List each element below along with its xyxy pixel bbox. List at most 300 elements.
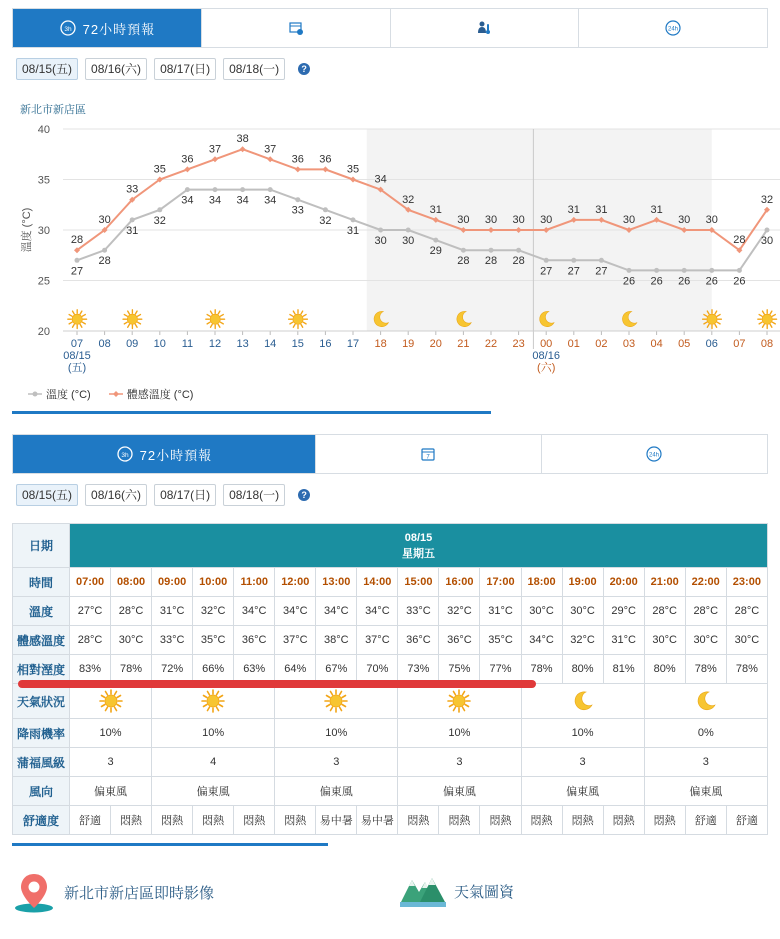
data-point xyxy=(240,146,246,152)
data-point xyxy=(295,166,301,172)
table-cell: 偏東風 xyxy=(70,777,152,806)
svg-text:3h: 3h xyxy=(64,26,72,33)
data-label: 31 xyxy=(429,203,442,216)
table-cell: 悶熱 xyxy=(111,806,152,835)
temperature-chart xyxy=(0,118,780,380)
table-cell: 34°C xyxy=(234,597,275,626)
date-button[interactable]: 08/16(六) xyxy=(85,58,147,80)
table-cell: 27°C xyxy=(70,597,111,626)
data-point xyxy=(765,228,770,233)
table-cell: 13:00 xyxy=(316,568,357,597)
tab-24hr-table[interactable] xyxy=(541,435,767,473)
table-cell: 78% xyxy=(685,655,726,684)
clock-3h-icon xyxy=(116,445,134,463)
table-cell: 悶熱 xyxy=(521,806,562,835)
table-cell: 悶熱 xyxy=(193,806,234,835)
data-label: 27 xyxy=(595,265,608,278)
table-cell: 31°C xyxy=(152,597,193,626)
table-cell: 34°C xyxy=(275,597,316,626)
data-label: 36 xyxy=(291,153,304,166)
data-point xyxy=(378,228,383,233)
y-tick-label: 30 xyxy=(37,225,50,237)
tab-feels-like[interactable] xyxy=(390,9,579,47)
table-cell: 83% xyxy=(70,655,111,684)
data-point xyxy=(213,187,218,192)
data-point xyxy=(682,268,687,273)
table-cell: 偏東風 xyxy=(398,777,521,806)
table-cell: 10% xyxy=(521,719,644,748)
tab-72hr-forecast-table[interactable] xyxy=(13,435,315,473)
table-cell: 64% xyxy=(275,655,316,684)
table-cell: 28°C xyxy=(70,626,111,655)
x-tick-label: 07 xyxy=(70,338,84,350)
table-cell xyxy=(644,684,767,719)
data-label: 35 xyxy=(153,163,166,176)
x-tick-label: 00 xyxy=(540,338,553,350)
chart-scroll-indicator[interactable] xyxy=(12,411,491,414)
table-cell: 70% xyxy=(357,655,398,684)
x-tick-label: 07 xyxy=(733,338,746,350)
data-label: 26 xyxy=(650,275,663,288)
table-cell: 悶熱 xyxy=(439,806,480,835)
data-label: 30 xyxy=(622,214,636,226)
sun-icon xyxy=(324,689,348,713)
data-point xyxy=(461,248,466,253)
data-point xyxy=(295,197,300,202)
data-label: 26 xyxy=(622,275,636,288)
data-label: 30 xyxy=(402,235,415,247)
table-cell: 3 xyxy=(70,748,152,777)
table-row xyxy=(13,748,768,777)
table-cell: 22:00 xyxy=(685,568,726,597)
data-label: 32 xyxy=(153,214,166,227)
table-row xyxy=(13,806,768,835)
highlight-annotation xyxy=(18,680,536,688)
x-tick-label: 04 xyxy=(650,338,663,350)
data-label: 29 xyxy=(429,245,442,258)
table-cell: 28°C xyxy=(726,597,767,626)
table-cell: 3 xyxy=(398,748,521,777)
data-label: 28 xyxy=(733,234,746,247)
table-cell: 偏東風 xyxy=(644,777,767,806)
data-label: 30 xyxy=(98,214,111,226)
table-cell: 81% xyxy=(603,655,644,684)
x-tick-label: 13 xyxy=(236,338,249,350)
table-cell: 34°C xyxy=(357,597,398,626)
data-point xyxy=(599,258,604,263)
day-marker-date: 08/15 xyxy=(63,350,91,362)
table-cell: 35°C xyxy=(480,626,521,655)
svg-text:7: 7 xyxy=(426,454,430,461)
table-cell: 悶熱 xyxy=(152,806,193,835)
date-button[interactable]: 08/16(六) xyxy=(85,484,147,506)
forecast-table xyxy=(12,523,768,835)
data-point xyxy=(267,156,273,162)
live-image-link[interactable] xyxy=(12,870,214,914)
table-row xyxy=(13,568,768,597)
data-label: 28 xyxy=(484,255,498,268)
table-cell: 36°C xyxy=(398,626,439,655)
table-cell: 28°C xyxy=(111,597,152,626)
tab-weekly[interactable] xyxy=(201,9,390,47)
data-label: 36 xyxy=(181,153,194,166)
tab-24hr[interactable] xyxy=(578,9,767,47)
calendar-7-icon xyxy=(420,446,436,462)
table-cell: 0% xyxy=(644,719,767,748)
data-label: 28 xyxy=(98,255,111,268)
row-header-feels: 體感溫度 xyxy=(13,626,70,655)
svg-text:24h: 24h xyxy=(668,26,679,33)
sun-icon xyxy=(206,310,225,329)
table-cell: 3 xyxy=(275,748,398,777)
table-row xyxy=(13,777,768,806)
data-label: 30 xyxy=(540,214,553,226)
legend-temp-label: 溫度 (°C) xyxy=(46,389,91,401)
row-header-rain: 降雨機率 xyxy=(13,719,70,748)
table-cell: 38°C xyxy=(316,626,357,655)
data-label: 33 xyxy=(291,204,304,217)
y-tick-label: 40 xyxy=(37,124,50,136)
x-tick-label: 09 xyxy=(126,338,139,350)
row-header-wind-dir: 風向 xyxy=(13,777,70,806)
location-label: 新北市新店區 xyxy=(20,104,86,116)
table-cell: 12:00 xyxy=(275,568,316,597)
data-point xyxy=(240,187,245,192)
table-cell: 30°C xyxy=(685,626,726,655)
data-point xyxy=(102,248,107,253)
sun-icon xyxy=(123,310,142,329)
table-cell: 72% xyxy=(152,655,193,684)
data-label: 30 xyxy=(705,214,718,226)
data-point xyxy=(544,258,549,263)
data-label: 27 xyxy=(567,265,580,278)
x-tick-label: 06 xyxy=(705,338,718,350)
data-label: 36 xyxy=(319,153,332,166)
table-date-selector xyxy=(16,484,310,506)
data-label: 30 xyxy=(760,235,774,247)
table-cell: 07:00 xyxy=(70,568,111,597)
sun-icon xyxy=(289,310,308,329)
live-image-label: 新北市新店區即時影像 xyxy=(64,884,215,902)
data-point xyxy=(571,258,576,263)
table-cell: 悶熱 xyxy=(603,806,644,835)
sun-icon xyxy=(201,689,225,713)
legend-feels[interactable] xyxy=(109,386,194,402)
table-cell xyxy=(70,684,152,719)
data-label: 26 xyxy=(705,275,718,288)
data-label: 34 xyxy=(236,194,249,207)
table-cell: 30°C xyxy=(111,626,152,655)
data-label: 30 xyxy=(678,214,691,226)
data-label: 30 xyxy=(512,214,525,226)
row-header-weather: 天氣狀況 xyxy=(13,684,70,719)
table-cell: 悶熱 xyxy=(480,806,521,835)
day-marker-date: 08/16 xyxy=(532,350,560,362)
user-temperature-icon xyxy=(476,20,492,36)
data-label: 35 xyxy=(346,163,360,176)
table-cell: 易中暑 xyxy=(357,806,398,835)
data-label: 26 xyxy=(733,275,746,288)
x-tick-label: 16 xyxy=(319,338,332,350)
table-cell xyxy=(398,684,521,719)
table-cell: 31°C xyxy=(480,597,521,626)
tab-72hr-forecast[interactable] xyxy=(13,9,201,47)
table-cell: 17:00 xyxy=(480,568,521,597)
data-point xyxy=(212,156,218,162)
table-cell: 10% xyxy=(275,719,398,748)
row-header-humidity: 相對溼度 xyxy=(13,655,70,684)
data-label: 26 xyxy=(678,275,691,288)
table-cell: 37°C xyxy=(357,626,398,655)
table-cell: 易中暑 xyxy=(316,806,357,835)
data-point xyxy=(709,268,714,273)
table-cell: 28°C xyxy=(685,597,726,626)
x-tick-label: 08 xyxy=(98,338,111,350)
data-label: 30 xyxy=(484,214,498,226)
data-point xyxy=(406,228,411,233)
y-tick-label: 35 xyxy=(37,174,50,187)
weather-map-link[interactable] xyxy=(400,874,514,908)
moon-icon xyxy=(571,689,595,713)
data-point xyxy=(433,238,438,243)
table-row xyxy=(13,597,768,626)
data-label: 38 xyxy=(236,133,249,146)
data-label: 33 xyxy=(126,183,139,196)
x-tick-label: 10 xyxy=(153,338,166,350)
data-label: 30 xyxy=(374,235,387,247)
table-cell: 3 xyxy=(521,748,644,777)
x-tick-label: 21 xyxy=(457,338,470,350)
data-label: 27 xyxy=(70,265,84,278)
x-tick-label: 23 xyxy=(512,338,525,350)
data-label: 34 xyxy=(374,173,387,186)
data-point xyxy=(323,207,328,212)
table-cell: 30°C xyxy=(726,626,767,655)
row-header-time: 時間 xyxy=(13,568,70,597)
chart-legend xyxy=(28,386,193,402)
legend-temp[interactable] xyxy=(28,386,91,402)
x-tick-label: 19 xyxy=(402,338,415,350)
table-cell: 11:00 xyxy=(234,568,275,597)
x-tick-label: 08 xyxy=(760,338,774,350)
table-cell: 80% xyxy=(562,655,603,684)
y-tick-label: 25 xyxy=(37,275,50,288)
table-cell: 63% xyxy=(234,655,275,684)
calendar-weather-icon xyxy=(288,20,304,36)
clock-24h-icon xyxy=(645,445,663,463)
x-tick-label: 14 xyxy=(264,338,277,350)
data-point xyxy=(130,217,135,222)
table-cell: 32°C xyxy=(439,597,480,626)
data-point xyxy=(737,268,742,273)
data-point xyxy=(654,268,659,273)
table-row xyxy=(13,684,768,719)
legend-temp-marker-icon xyxy=(28,390,42,398)
table-cell: 67% xyxy=(316,655,357,684)
data-label: 32 xyxy=(402,193,415,206)
data-label: 28 xyxy=(70,234,84,247)
tab-72hr-label: 72小時預報 xyxy=(82,21,156,37)
row-header-comfort: 舒適度 xyxy=(13,806,70,835)
table-cell: 77% xyxy=(480,655,521,684)
x-tick-label: 11 xyxy=(181,338,194,350)
table-cell: 33°C xyxy=(398,597,439,626)
data-point xyxy=(516,248,521,253)
data-label: 31 xyxy=(567,203,580,216)
data-point xyxy=(322,166,328,172)
table-cell: 78% xyxy=(111,655,152,684)
data-label: 31 xyxy=(650,203,663,216)
y-tick-label: 20 xyxy=(37,326,50,338)
date-button[interactable]: 08/18(一) xyxy=(223,484,285,506)
data-label: 30 xyxy=(457,214,470,226)
table-cell: 悶熱 xyxy=(562,806,603,835)
legend-feels-marker-icon xyxy=(109,390,123,398)
data-point xyxy=(489,248,494,253)
data-label: 34 xyxy=(181,194,194,207)
data-label: 31 xyxy=(595,203,608,216)
table-cell: 10% xyxy=(70,719,152,748)
table-cell: 75% xyxy=(439,655,480,684)
date-header-weekday: 星期五 xyxy=(402,547,435,560)
table-cell: 20:00 xyxy=(603,568,644,597)
x-tick-label: 17 xyxy=(346,338,360,350)
clock-3h-icon xyxy=(59,19,77,37)
data-label: 28 xyxy=(512,255,525,268)
data-label: 37 xyxy=(264,143,277,156)
table-cell: 4 xyxy=(152,748,275,777)
row-header-beaufort: 蒲福風級 xyxy=(13,748,70,777)
row-header-temp: 溫度 xyxy=(13,597,70,626)
table-cell: 28°C xyxy=(644,597,685,626)
table-cell: 10:00 xyxy=(193,568,234,597)
x-tick-label: 12 xyxy=(208,338,222,350)
table-cell: 33°C xyxy=(152,626,193,655)
table-row xyxy=(13,626,768,655)
data-point xyxy=(157,207,162,212)
x-tick-label: 02 xyxy=(595,338,608,350)
table-cell: 30°C xyxy=(562,597,603,626)
data-label: 28 xyxy=(457,255,470,268)
table-cell: 34°C xyxy=(316,597,357,626)
table-cell: 80% xyxy=(644,655,685,684)
date-button[interactable]: 08/15(五) xyxy=(16,58,78,80)
data-label: 31 xyxy=(126,224,139,237)
table-cell: 37°C xyxy=(275,626,316,655)
table-cell: 09:00 xyxy=(152,568,193,597)
table-cell: 30°C xyxy=(521,597,562,626)
data-label: 34 xyxy=(264,194,277,207)
table-cell: 78% xyxy=(726,655,767,684)
date-button[interactable]: 08/18(一) xyxy=(223,58,285,80)
table-cell: 舒適 xyxy=(726,806,767,835)
table-cell: 21:00 xyxy=(644,568,685,597)
table-cell: 15:00 xyxy=(398,568,439,597)
data-label: 27 xyxy=(540,265,553,278)
table-cell: 29°C xyxy=(603,597,644,626)
data-label: 32 xyxy=(760,193,774,206)
data-label: 32 xyxy=(319,214,332,227)
table-cell: 36°C xyxy=(439,626,480,655)
table-tabbar xyxy=(12,434,768,474)
date-button[interactable]: 08/17(日) xyxy=(154,484,216,506)
x-tick-label: 18 xyxy=(374,338,387,350)
legend-feels-label: 體感溫度 (°C) xyxy=(126,389,194,401)
x-tick-label: 03 xyxy=(622,338,636,350)
date-button[interactable]: 08/15(五) xyxy=(16,484,78,506)
data-point xyxy=(268,187,273,192)
table-cell: 36°C xyxy=(234,626,275,655)
table-cell: 78% xyxy=(521,655,562,684)
sun-icon xyxy=(758,310,777,329)
table-cell: 18:00 xyxy=(521,568,562,597)
table-cell: 舒適 xyxy=(70,806,111,835)
table-row xyxy=(13,719,768,748)
help-icon[interactable]: ? xyxy=(298,489,310,501)
data-label: 31 xyxy=(346,224,360,237)
row-header-date: 日期 xyxy=(13,524,70,568)
table-cell xyxy=(152,684,275,719)
table-cell: 23:00 xyxy=(726,568,767,597)
data-point xyxy=(184,166,190,172)
x-tick-label: 20 xyxy=(429,338,442,350)
table-cell: 14:00 xyxy=(357,568,398,597)
date-header-date: 08/15 xyxy=(404,531,433,544)
y-axis-label: 溫度 (°C) xyxy=(21,207,33,253)
table-cell: 34°C xyxy=(521,626,562,655)
data-label: 34 xyxy=(208,194,222,207)
chart-date-selector xyxy=(16,58,310,80)
day-marker-weekday: (六) xyxy=(537,362,556,374)
data-point xyxy=(75,258,80,263)
date-header-cell xyxy=(70,524,768,568)
tab-7day[interactable] xyxy=(315,435,541,473)
date-button[interactable]: 08/17(日) xyxy=(154,58,216,80)
table-cell: 偏東風 xyxy=(152,777,275,806)
table-cell: 悶熱 xyxy=(234,806,275,835)
x-tick-label: 01 xyxy=(567,338,580,350)
table-cell: 10% xyxy=(398,719,521,748)
table-cell: 悶熱 xyxy=(275,806,316,835)
table-cell: 30°C xyxy=(644,626,685,655)
table-cell xyxy=(275,684,398,719)
day-marker-weekday: (五) xyxy=(67,362,87,374)
clock-24h-icon xyxy=(664,19,682,37)
table-cell: 31°C xyxy=(603,626,644,655)
sun-icon xyxy=(447,689,471,713)
weather-map-label: 天氣圖資 xyxy=(454,883,515,901)
svg-text:24h: 24h xyxy=(649,452,660,459)
table-cell: 悶熱 xyxy=(644,806,685,835)
data-point xyxy=(185,187,190,192)
table-cell: 32°C xyxy=(562,626,603,655)
map-pin-icon xyxy=(12,870,56,914)
x-tick-label: 05 xyxy=(678,338,691,350)
chart-tabbar xyxy=(12,8,768,48)
table-cell xyxy=(521,684,644,719)
table-cell: 73% xyxy=(398,655,439,684)
table-cell: 3 xyxy=(644,748,767,777)
tab-72hr-label: 72小時預報 xyxy=(139,447,213,463)
x-tick-label: 22 xyxy=(484,338,498,350)
table-cell: 偏東風 xyxy=(521,777,644,806)
table-cell: 08:00 xyxy=(111,568,152,597)
table-cell: 32°C xyxy=(193,597,234,626)
table-cell: 16:00 xyxy=(439,568,480,597)
table-scroll-indicator[interactable] xyxy=(12,843,328,846)
table-cell: 偏東風 xyxy=(275,777,398,806)
help-icon[interactable]: ? xyxy=(298,63,310,75)
